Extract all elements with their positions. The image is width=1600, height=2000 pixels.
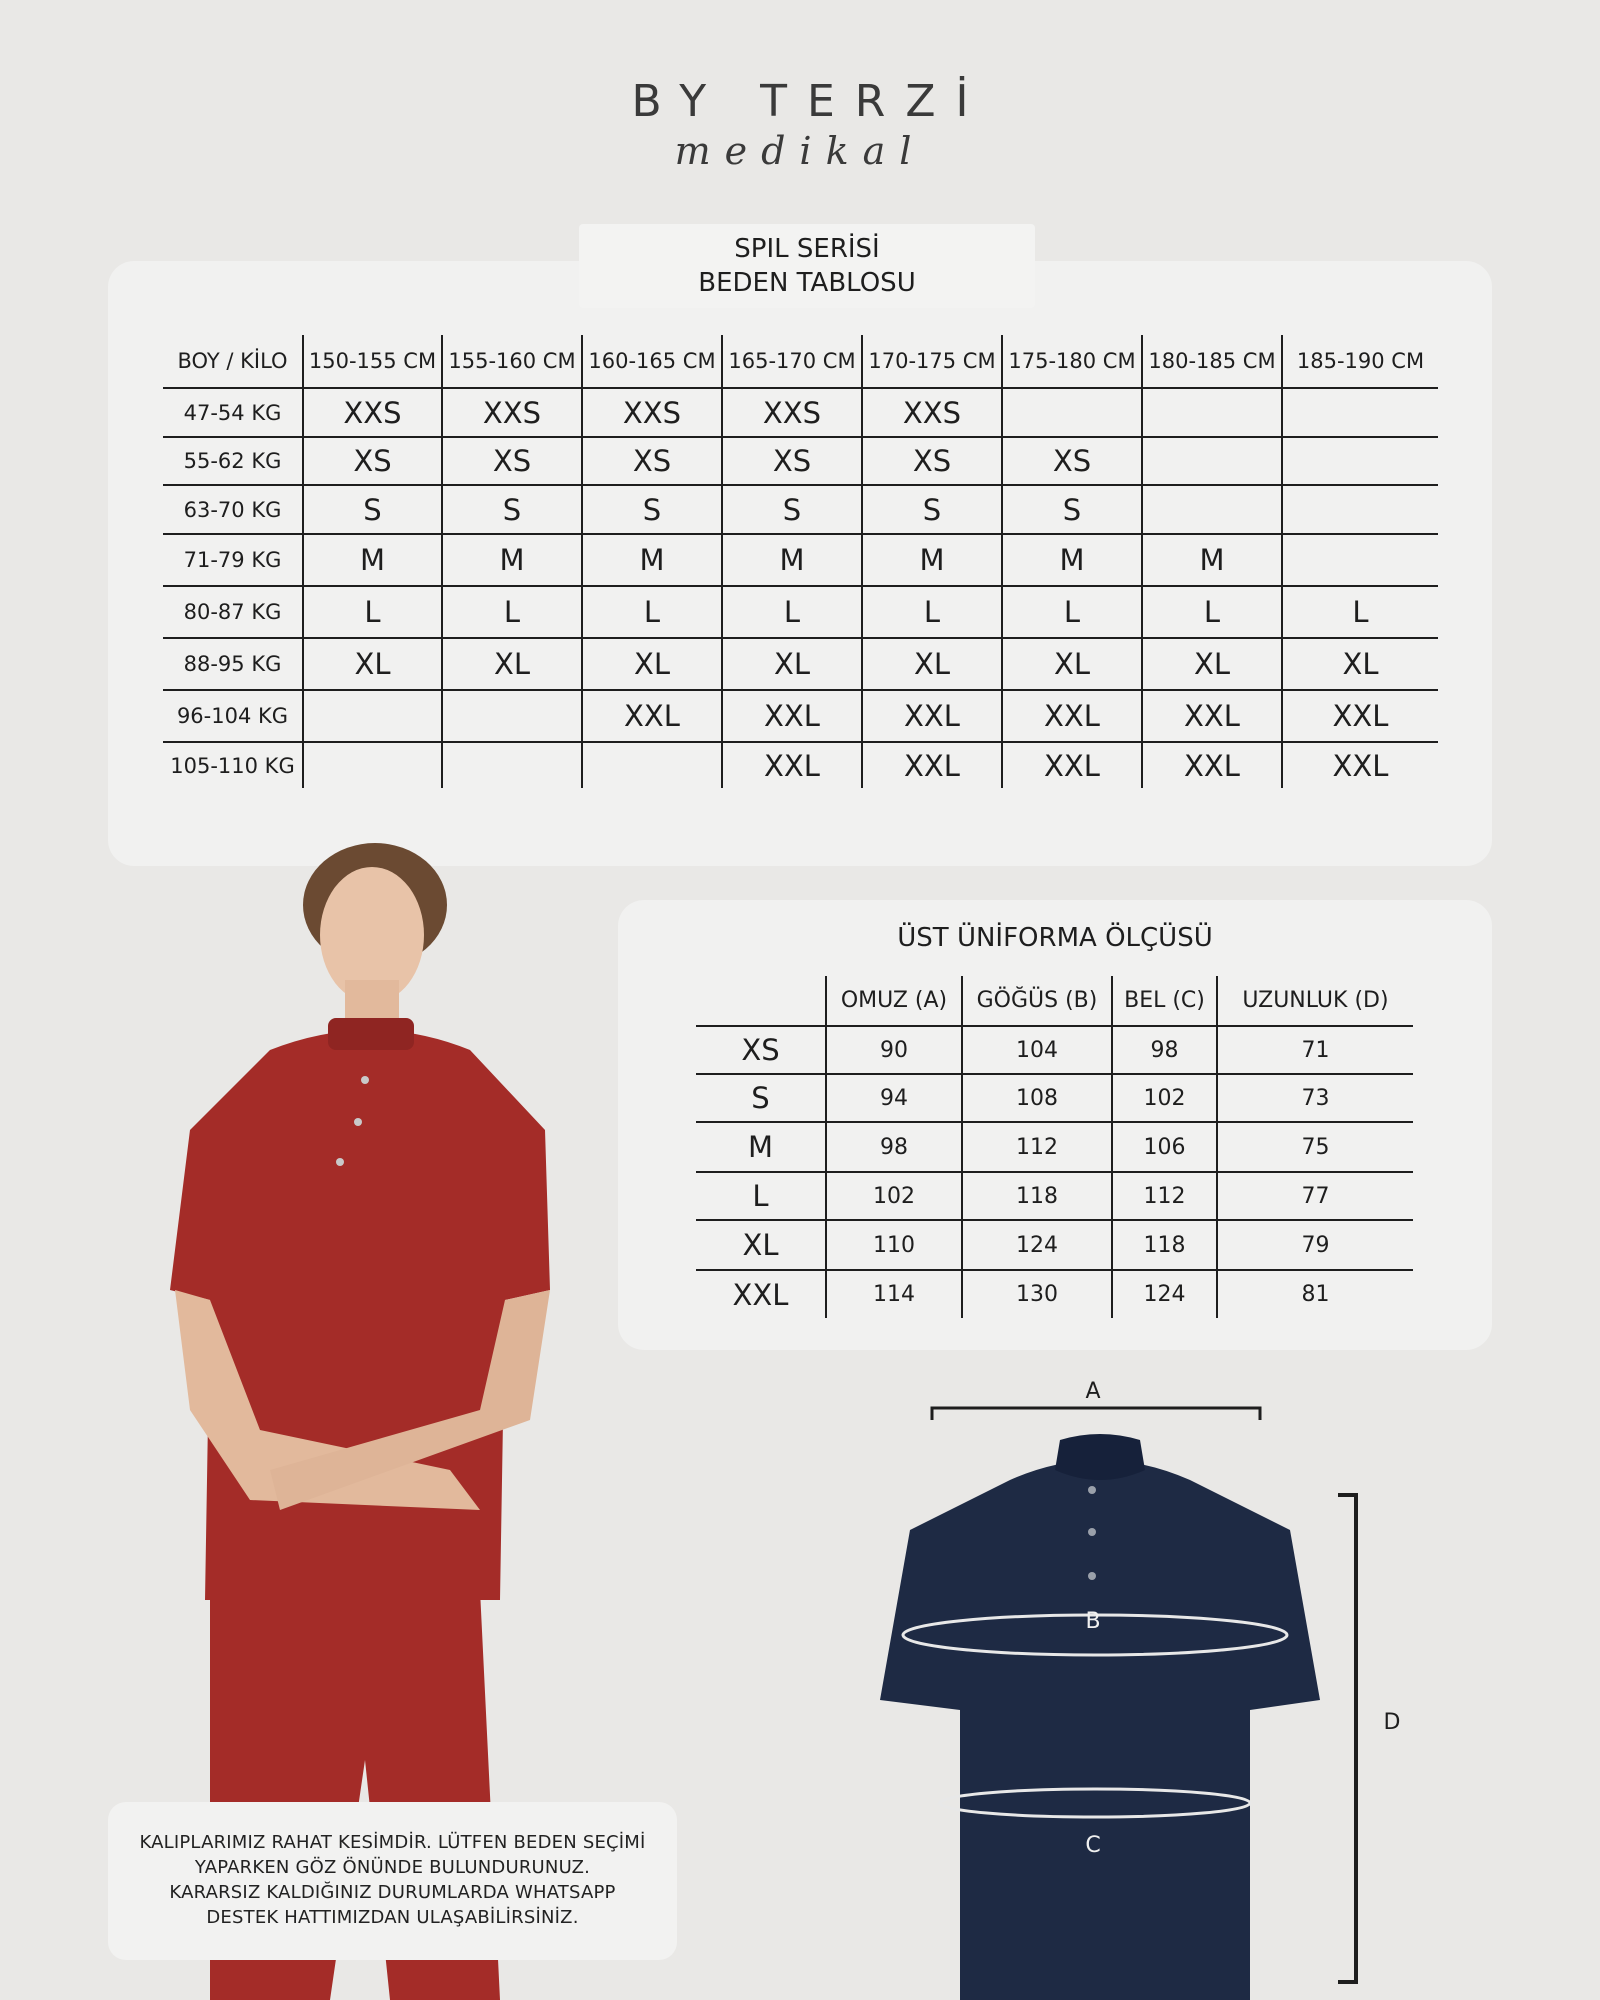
measurement-value: 73 xyxy=(1217,1074,1413,1122)
measurement-value: 112 xyxy=(962,1122,1112,1172)
size-chart-row xyxy=(163,437,1438,485)
size-cell: L xyxy=(303,586,442,638)
brand-name: BY TERZİ xyxy=(631,76,989,127)
height-header: 180-185 CM xyxy=(1142,335,1282,388)
model-button xyxy=(354,1118,362,1126)
size-cell: L xyxy=(1282,586,1438,638)
measurement-value: 104 xyxy=(962,1026,1112,1074)
size-cell xyxy=(442,690,582,742)
measurement-column-header: OMUZ (A) xyxy=(826,976,962,1026)
size-cell: S xyxy=(303,485,442,534)
measurement-value: 94 xyxy=(826,1074,962,1122)
note-text xyxy=(108,1830,677,1930)
measurement-size-label: XL xyxy=(696,1220,826,1270)
measurement-size-label: M xyxy=(696,1122,826,1172)
size-chart-title xyxy=(579,224,1035,308)
size-cell xyxy=(303,742,442,788)
measurement-value: 98 xyxy=(1112,1026,1217,1074)
size-chart-row xyxy=(163,638,1438,690)
measurement-value: 114 xyxy=(826,1270,962,1318)
size-cell: XL xyxy=(1002,638,1142,690)
measurement-header-row xyxy=(696,976,1413,1026)
size-cell: XXS xyxy=(582,388,722,437)
size-chart-header-row xyxy=(163,335,1438,388)
measurement-corner xyxy=(696,976,826,1026)
note-line: KALIPLARIMIZ RAHAT KESİMDİR. LÜTFEN BEDEN SEÇİMİ xyxy=(139,1832,646,1853)
measurement-value: 102 xyxy=(826,1172,962,1220)
model-collar xyxy=(328,1018,414,1050)
size-cell: L xyxy=(862,586,1002,638)
size-cell xyxy=(1142,485,1282,534)
measurement-value: 106 xyxy=(1112,1122,1217,1172)
size-chart-table xyxy=(163,335,1438,788)
size-cell xyxy=(1002,388,1142,437)
note-line: KARARSIZ KALDIĞINIZ DURUMLARDA WHATSAPP xyxy=(169,1882,616,1903)
label-b: B xyxy=(1085,1609,1101,1634)
measurement-value: 118 xyxy=(1112,1220,1217,1270)
size-cell: XS xyxy=(582,437,722,485)
measurement-value: 110 xyxy=(826,1220,962,1270)
size-cell: XS xyxy=(303,437,442,485)
size-cell: L xyxy=(1142,586,1282,638)
weight-label: 55-62 KG xyxy=(163,437,303,485)
shoulder-bracket xyxy=(932,1408,1260,1420)
measurement-value: 124 xyxy=(1112,1270,1217,1318)
size-chart-row xyxy=(163,690,1438,742)
weight-label: 63-70 KG xyxy=(163,485,303,534)
size-cell: XL xyxy=(862,638,1002,690)
size-cell: XXL xyxy=(862,742,1002,788)
weight-label: 96-104 KG xyxy=(163,690,303,742)
height-header: 185-190 CM xyxy=(1282,335,1438,388)
size-cell: XXL xyxy=(1282,690,1438,742)
note-line: DESTEK HATTIMIZDAN ULAŞABİLİRSİNİZ. xyxy=(206,1907,579,1928)
size-cell: M xyxy=(1002,534,1142,586)
size-cell xyxy=(1142,437,1282,485)
size-cell: S xyxy=(1002,485,1142,534)
size-cell: XXS xyxy=(722,388,862,437)
measurement-value: 108 xyxy=(962,1074,1112,1122)
measurement-value: 118 xyxy=(962,1172,1112,1220)
size-cell: XXL xyxy=(1142,690,1282,742)
measurement-value: 90 xyxy=(826,1026,962,1074)
note-line: YAPARKEN GÖZ ÖNÜNDE BULUNDURUNUZ. xyxy=(194,1857,591,1878)
size-cell xyxy=(1282,534,1438,586)
size-cell: M xyxy=(1142,534,1282,586)
label-c: C xyxy=(1085,1833,1101,1858)
size-chart-row xyxy=(163,485,1438,534)
measurement-value: 81 xyxy=(1217,1270,1413,1318)
size-cell xyxy=(1282,437,1438,485)
size-cell xyxy=(1142,388,1282,437)
size-cell: L xyxy=(1002,586,1142,638)
size-cell xyxy=(1282,388,1438,437)
label-d: D xyxy=(1383,1710,1401,1735)
model-button xyxy=(361,1076,369,1084)
brand-subname: medikal xyxy=(674,129,926,173)
model-shirt xyxy=(170,1030,550,1600)
weight-label: 80-87 KG xyxy=(163,586,303,638)
size-cell: M xyxy=(442,534,582,586)
size-cell: XS xyxy=(442,437,582,485)
size-cell: S xyxy=(862,485,1002,534)
size-cell: S xyxy=(582,485,722,534)
measurement-value: 102 xyxy=(1112,1074,1217,1122)
measurement-value: 124 xyxy=(962,1220,1112,1270)
size-cell: M xyxy=(722,534,862,586)
size-cell: XXL xyxy=(582,690,722,742)
diagram-button xyxy=(1088,1528,1096,1536)
size-cell: XL xyxy=(442,638,582,690)
size-cell: XXL xyxy=(1142,742,1282,788)
size-cell: XXS xyxy=(862,388,1002,437)
size-cell: M xyxy=(582,534,722,586)
diagram-shirt xyxy=(880,1460,1320,2000)
size-chart-row xyxy=(163,534,1438,586)
height-header: 175-180 CM xyxy=(1002,335,1142,388)
size-cell: XS xyxy=(722,437,862,485)
height-header: 170-175 CM xyxy=(862,335,1002,388)
weight-label: 105-110 KG xyxy=(163,742,303,788)
size-cell: S xyxy=(442,485,582,534)
measurement-size-label: S xyxy=(696,1074,826,1122)
measurement-size-label: XS xyxy=(696,1026,826,1074)
size-cell xyxy=(582,742,722,788)
size-cell: M xyxy=(303,534,442,586)
measurement-row xyxy=(696,1122,1413,1172)
measurement-row xyxy=(696,1220,1413,1270)
model-button xyxy=(336,1158,344,1166)
measurement-value: 130 xyxy=(962,1270,1112,1318)
height-header: 150-155 CM xyxy=(303,335,442,388)
measurement-row xyxy=(696,1074,1413,1122)
height-header: 155-160 CM xyxy=(442,335,582,388)
size-cell: XL xyxy=(303,638,442,690)
measurement-title: ÜST ÜNİFORMA ÖLÇÜSÜ xyxy=(897,923,1213,953)
size-cell: L xyxy=(582,586,722,638)
size-cell: XXS xyxy=(442,388,582,437)
measurement-value: 77 xyxy=(1217,1172,1413,1220)
size-chart-title-line1: SPIL SERİSİ xyxy=(734,234,880,264)
size-cell: M xyxy=(862,534,1002,586)
size-cell: XS xyxy=(862,437,1002,485)
weight-label: 71-79 KG xyxy=(163,534,303,586)
size-chart-row xyxy=(163,586,1438,638)
measurement-row xyxy=(696,1270,1413,1318)
size-cell: L xyxy=(722,586,862,638)
measurement-value: 79 xyxy=(1217,1220,1413,1270)
measurement-size-label: XXL xyxy=(696,1270,826,1318)
size-cell xyxy=(442,742,582,788)
measurement-size-label: L xyxy=(696,1172,826,1220)
measurement-column-header: BEL (C) xyxy=(1112,976,1217,1026)
weight-label: 88-95 KG xyxy=(163,638,303,690)
size-cell: L xyxy=(442,586,582,638)
measurement-value: 71 xyxy=(1217,1026,1413,1074)
size-cell: S xyxy=(722,485,862,534)
size-cell: XS xyxy=(1002,437,1142,485)
size-cell xyxy=(303,690,442,742)
size-chart-title-line2: BEDEN TABLOSU xyxy=(698,268,916,298)
measurement-table xyxy=(696,976,1413,1318)
measurement-value: 98 xyxy=(826,1122,962,1172)
size-cell: XXL xyxy=(1002,690,1142,742)
size-cell: XXS xyxy=(303,388,442,437)
measurement-value: 112 xyxy=(1112,1172,1217,1220)
size-cell: XXL xyxy=(1282,742,1438,788)
size-cell: XL xyxy=(582,638,722,690)
size-cell: XL xyxy=(1282,638,1438,690)
shirt-diagram xyxy=(870,1370,1430,2000)
diagram-button xyxy=(1088,1572,1096,1580)
measurement-value: 75 xyxy=(1217,1122,1413,1172)
corner-label: BOY / KİLO xyxy=(177,349,288,373)
size-chart-row xyxy=(163,742,1438,788)
measurement-column-header: UZUNLUK (D) xyxy=(1217,976,1413,1026)
length-bracket xyxy=(1338,1495,1356,1982)
size-cell xyxy=(1282,485,1438,534)
diagram-button xyxy=(1088,1486,1096,1494)
brand-logo xyxy=(0,76,1600,173)
size-cell: XXL xyxy=(1002,742,1142,788)
size-cell: XXL xyxy=(862,690,1002,742)
size-cell: XXL xyxy=(722,690,862,742)
size-chart-row xyxy=(163,388,1438,437)
weight-label: 47-54 KG xyxy=(163,388,303,437)
measurement-column-header: GÖĞÜS (B) xyxy=(962,976,1112,1026)
diagram-collar xyxy=(1055,1434,1145,1480)
height-header: 160-165 CM xyxy=(582,335,722,388)
measurement-row xyxy=(696,1172,1413,1220)
height-header: 165-170 CM xyxy=(722,335,862,388)
label-a: A xyxy=(1085,1379,1101,1404)
size-cell: XL xyxy=(1142,638,1282,690)
measurement-row xyxy=(696,1026,1413,1074)
size-cell: XL xyxy=(722,638,862,690)
size-cell: XXL xyxy=(722,742,862,788)
